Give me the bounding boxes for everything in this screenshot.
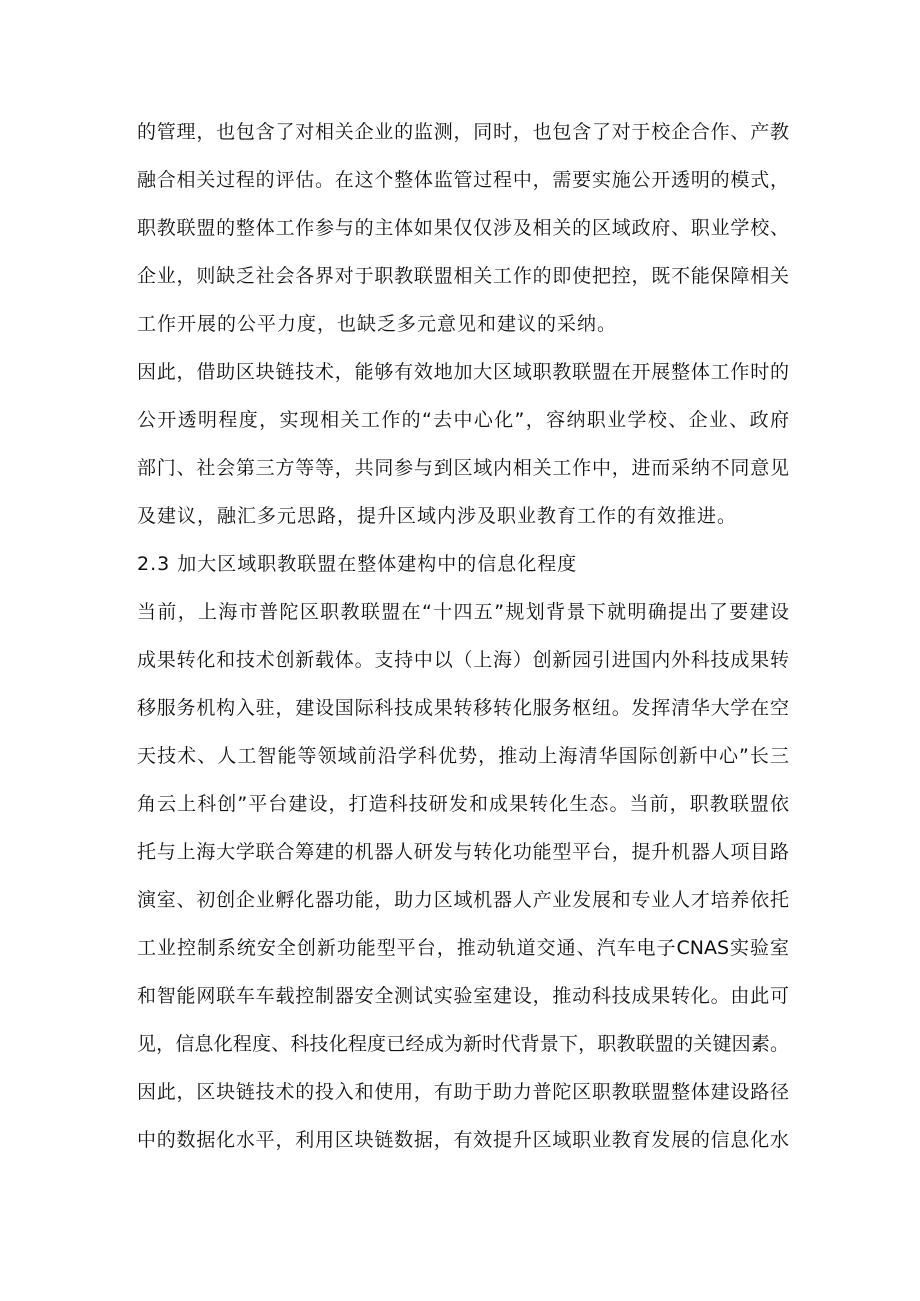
text-line: 和智能网联车车载控制器安全测试实验室建设，推动科技成果转化。由此可 <box>137 985 789 1007</box>
text-line: 及建议，融汇多元思路，提升区域内涉及职业教育工作的有效推进。 <box>137 505 738 527</box>
text-line: 因此，区块链技术的投入和使用，有助于助力普陀区职教联盟整体建设路径 <box>137 1081 789 1103</box>
text-line: 移服务机构入驻，建设国际科技成果转移转化服务枢纽。发挥清华大学在空 <box>137 697 789 719</box>
section-heading: 2.3 加大区域职教联盟在整体建构中的信息化程度 <box>137 553 578 575</box>
text-line: 公开透明程度，实现相关工作的“去中心化”，容纳职业学校、企业、政府 <box>137 409 789 431</box>
document-page <box>137 108 789 1164</box>
text-line: 中的数据化水平，利用区块链数据，有效提升区域职业教育发展的信息化水 <box>137 1129 789 1151</box>
text-line: 职教联盟的整体工作参与的主体如果仅仅涉及相关的区域政府、职业学校、 <box>137 217 789 239</box>
text-line: 成果转化和技术创新载体。支持中以（上海）创新园引进国内外科技成果转 <box>137 649 789 671</box>
text-line: 见，信息化程度、科技化程度已经成为新时代背景下，职教联盟的关键因素。 <box>137 1033 789 1055</box>
text-line: 天技术、人工智能等领域前沿学科优势，推动上海清华国际创新中心”长三 <box>137 745 789 767</box>
text-line: 当前，上海市普陀区职教联盟在“十四五”规划背景下就明确提出了要建设 <box>137 601 789 623</box>
text-line: 融合相关过程的评估。在这个整体监管过程中，需要实施公开透明的模式， <box>137 169 789 191</box>
text-line: 工业控制系统安全创新功能型平台，推动轨道交通、汽车电子CNAS实验室 <box>137 937 789 959</box>
text-line: 角云上科创”平台建设，打造科技研发和成果转化生态。当前，职教联盟依 <box>137 793 789 815</box>
text-line: 演室、初创企业孵化器功能，助力区域机器人产业发展和专业人才培养依托 <box>137 889 789 911</box>
text-line: 企业，则缺乏社会各界对于职教联盟相关工作的即使把控，既不能保障相关 <box>137 265 789 287</box>
text-line: 工作开展的公平力度，也缺乏多元意见和建议的采纳。 <box>137 313 618 335</box>
text-line: 部门、社会第三方等等，共同参与到区域内相关工作中，进而采纳不同意见 <box>137 457 789 479</box>
text-line: 托与上海大学联合筹建的机器人研发与转化功能型平台，提升机器人项目路 <box>137 841 789 863</box>
text-line: 因此，借助区块链技术，能够有效地加大区域职教联盟在开展整体工作时的 <box>137 361 789 383</box>
text-line: 的管理，也包含了对相关企业的监测，同时，也包含了对于校企合作、产教 <box>137 121 789 143</box>
